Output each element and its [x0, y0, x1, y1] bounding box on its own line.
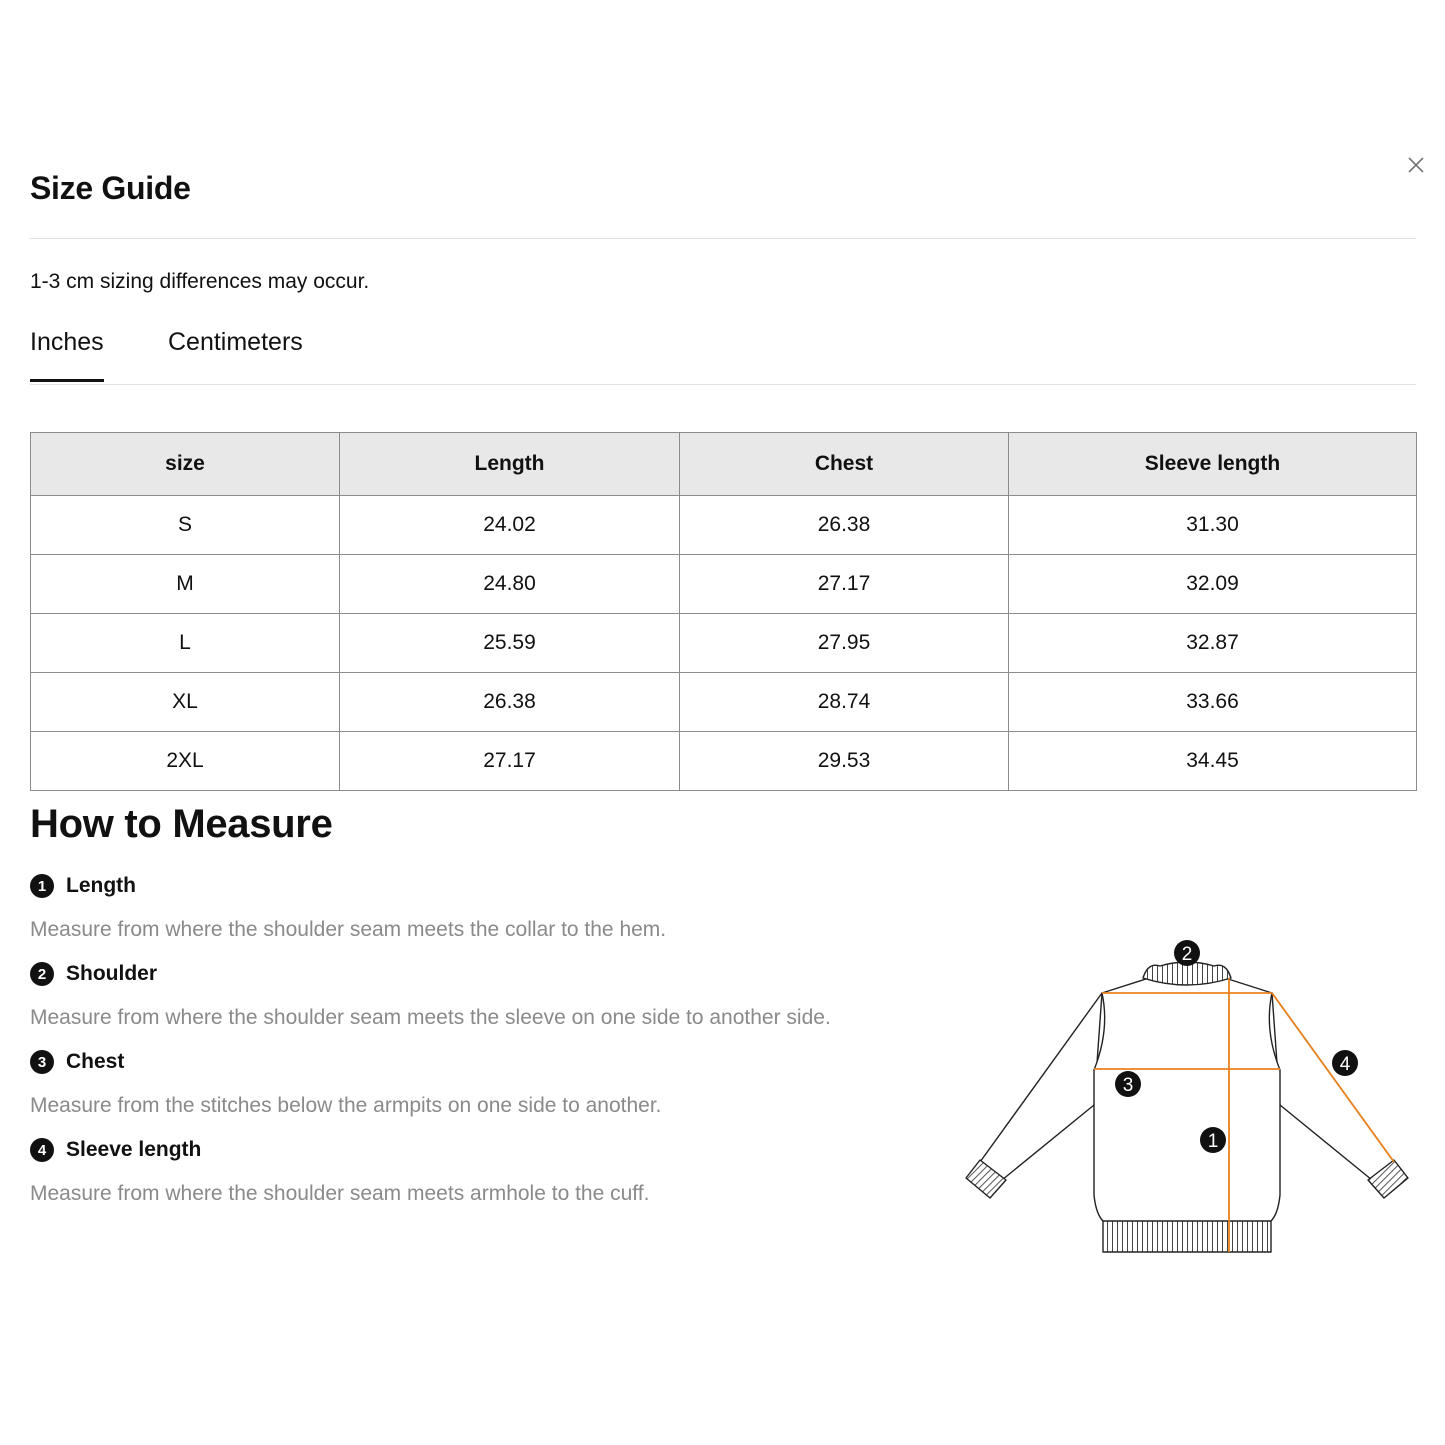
- measure-label: Shoulder: [66, 962, 158, 985]
- table-row: [31, 496, 1417, 555]
- table-row: [31, 673, 1417, 732]
- table-cell: 31.30: [1009, 496, 1417, 555]
- header-chest: Chest: [680, 433, 1009, 496]
- measure-label: Length: [66, 874, 136, 897]
- close-button[interactable]: [1404, 153, 1428, 177]
- table-cell: 34.45: [1009, 732, 1417, 791]
- diagram-label-1: 1: [1207, 1131, 1219, 1152]
- table-row: [31, 555, 1417, 614]
- table-cell: 27.17: [340, 732, 680, 791]
- table-cell: M: [31, 555, 340, 614]
- measure-item-chest: [30, 1050, 124, 1074]
- measure-desc-sleeve-length: Measure from where the shoulder seam meets armhole to the cuff.: [30, 1182, 650, 1205]
- number-2-icon: 2: [30, 962, 54, 986]
- size-table: [30, 432, 1417, 791]
- measure-item-shoulder: [30, 962, 157, 986]
- table-cell: 2XL: [31, 732, 340, 791]
- number-1-icon: 1: [30, 874, 54, 898]
- measure-item-length: [30, 874, 136, 898]
- how-to-measure-title: How to Measure: [30, 802, 333, 846]
- table-cell: 25.59: [340, 614, 680, 673]
- header-divider: [30, 238, 1416, 239]
- table-cell: 28.74: [680, 673, 1009, 732]
- number-3-icon: 3: [30, 1050, 54, 1074]
- sizing-note: 1-3 cm sizing differences may occur.: [30, 270, 370, 293]
- close-icon: [1404, 153, 1428, 177]
- table-cell: 24.02: [340, 496, 680, 555]
- diagram-label-4: 4: [1339, 1054, 1351, 1075]
- table-cell: S: [31, 496, 340, 555]
- tabs-divider: [30, 384, 1416, 385]
- table-cell: XL: [31, 673, 340, 732]
- diagram-label-3: 3: [1122, 1075, 1134, 1096]
- table-cell: 26.38: [680, 496, 1009, 555]
- modal-title: Size Guide: [30, 170, 191, 206]
- sweater-diagram-icon: [955, 930, 1425, 1270]
- measure-desc-length: Measure from where the shoulder seam meets the collar to the hem.: [30, 918, 667, 941]
- tab-centimeters[interactable]: Centimeters: [168, 328, 303, 356]
- table-cell: 24.80: [340, 555, 680, 614]
- number-4-icon: 4: [30, 1138, 54, 1162]
- header-length: Length: [340, 433, 680, 496]
- table-cell: 33.66: [1009, 673, 1417, 732]
- measure-desc-chest: Measure from the stitches below the armpits on one side to another.: [30, 1094, 662, 1117]
- diagram-label-2: 2: [1181, 944, 1193, 965]
- table-cell: 32.09: [1009, 555, 1417, 614]
- table-cell: 29.53: [680, 732, 1009, 791]
- measure-item-sleeve-length: [30, 1138, 201, 1162]
- table-cell: 27.17: [680, 555, 1009, 614]
- table-header-row: [31, 433, 1417, 496]
- table-cell: 27.95: [680, 614, 1009, 673]
- table-row: [31, 732, 1417, 791]
- table-cell: L: [31, 614, 340, 673]
- measure-label: Chest: [66, 1050, 125, 1073]
- header-size: size: [31, 433, 340, 496]
- table-cell: 32.87: [1009, 614, 1417, 673]
- measure-desc-shoulder: Measure from where the shoulder seam meets the sleeve on one side to another side.: [30, 1006, 831, 1029]
- tab-inches[interactable]: Inches: [30, 328, 104, 382]
- table-cell: 26.38: [340, 673, 680, 732]
- measure-label: Sleeve length: [66, 1138, 202, 1161]
- header-sleeve-length: Sleeve length: [1009, 433, 1417, 496]
- table-row: [31, 614, 1417, 673]
